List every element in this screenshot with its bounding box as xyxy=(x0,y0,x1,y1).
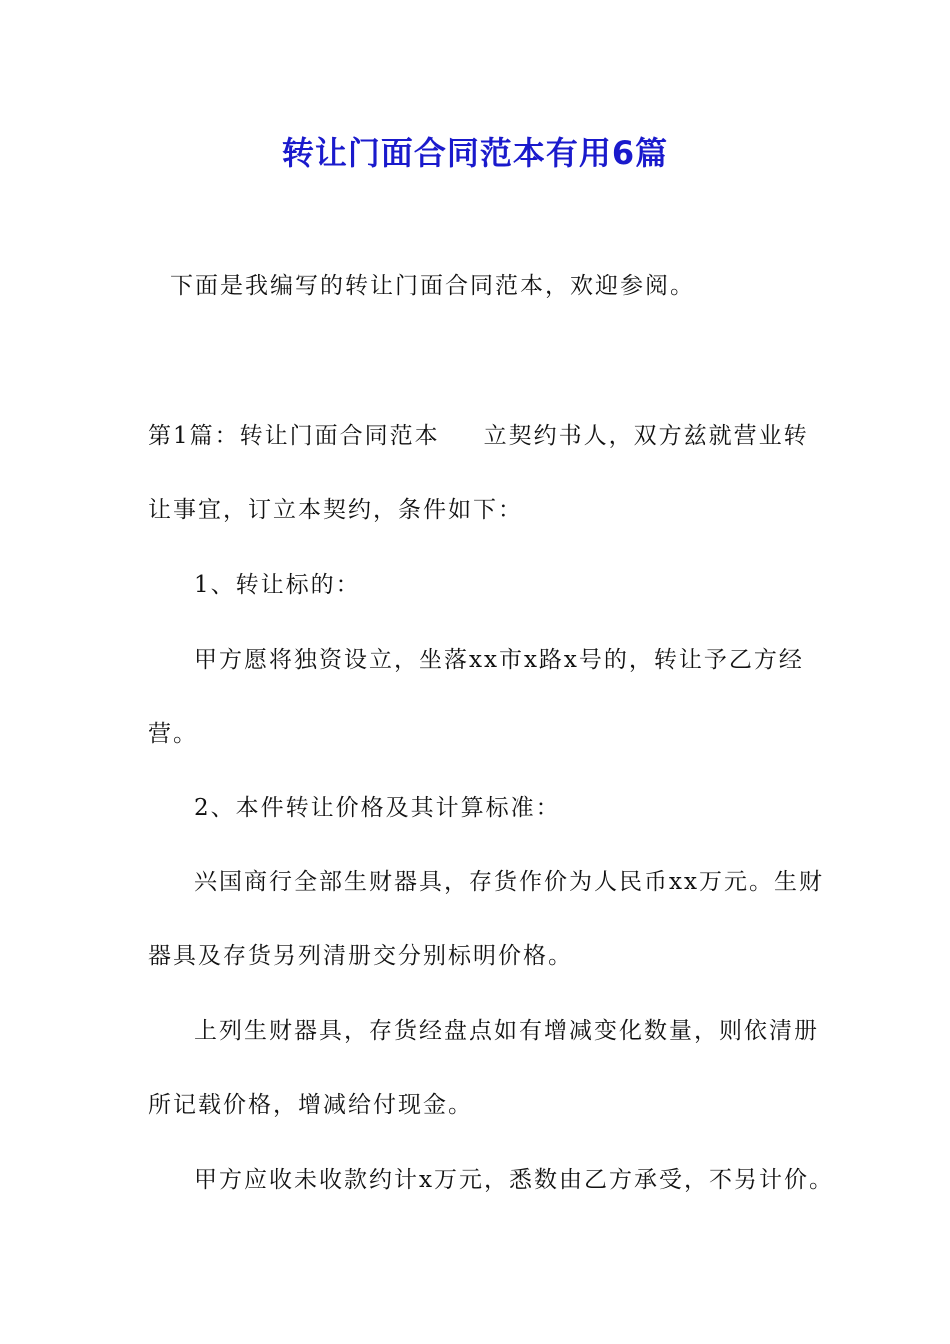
paragraph-line: 甲方愿将独资设立，坐落xx市x路x号的，转让予乙方经 xyxy=(194,647,804,673)
paragraph-line: 所记载价格，增减给付现金。 xyxy=(148,1092,473,1118)
paragraph-line: 让事宜，订立本契约，条件如下： xyxy=(148,497,523,523)
section-heading-line xyxy=(148,418,828,454)
paragraph-line: 器具及存货另列清册交分别标明价格。 xyxy=(148,943,573,969)
clause-heading: 1、转让标的： xyxy=(194,572,361,598)
intro-paragraph: 下面是我编写的转让门面合同范本，欢迎参阅。 xyxy=(170,273,695,299)
document-title: 转让门面合同范本有用6篇 xyxy=(281,134,669,172)
paragraph-line: 上列生财器具，存货经盘点如有增减变化数量，则依清册 xyxy=(194,1018,819,1044)
paragraph-line: 营。 xyxy=(148,721,198,747)
section-heading: 第1篇：转让门面合同范本 xyxy=(148,423,440,449)
paragraph-line: 立契约书人，双方兹就营业转 xyxy=(483,423,809,449)
clause-heading: 2、本件转让价格及其计算标准： xyxy=(194,795,561,821)
paragraph-line: 兴国商行全部生财器具，存货作价为人民币xx万元。生财 xyxy=(194,869,824,895)
paragraph-line: 甲方应收未收款约计x万元，悉数由乙方承受，不另计价。 xyxy=(194,1167,834,1193)
